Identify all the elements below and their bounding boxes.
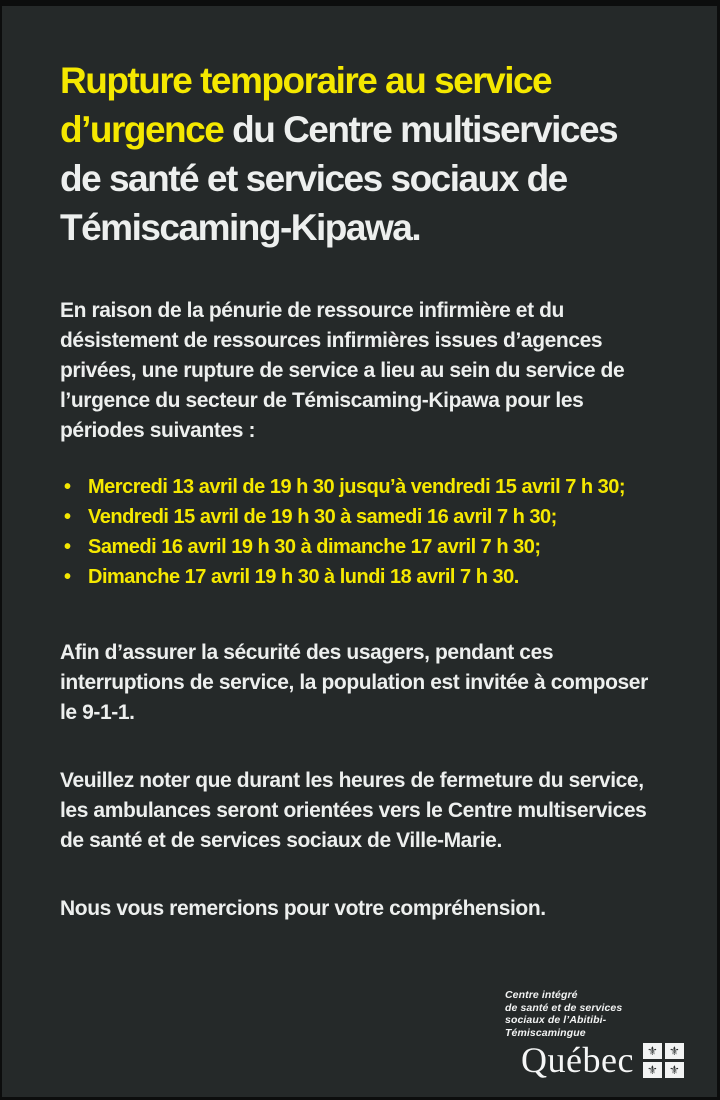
list-item: • Samedi 16 avril 19 h 30 à dimanche 17 avril 7 h 30; [64, 532, 661, 562]
quebec-flag-icon [643, 1043, 684, 1078]
thanks-paragraph: Nous vous remercions pour votre compréhension. [60, 897, 546, 920]
fleur-de-lis-icon: ⚜ [669, 1043, 680, 1058]
security-note-paragraph: Afin d’assurer la sécurité des usagers, pendant ces interruptions de service, la population est invitée à composer le 9-1-1. [60, 641, 648, 724]
org-name-line: Centre intégré [505, 989, 578, 1001]
quebec-wordmark-row [505, 1041, 695, 1079]
poster-content [2, 6, 717, 924]
title-highlight: Rupture temporaire au service d’urgence [60, 60, 552, 150]
intro-paragraph: En raison de la pénurie de ressource infirmière et du désistement de ressources infirmières issues d’agences privées, une rupture de service a lieu au sein du service de l’urgence du secteur de Témiscaming-Kipawa pour les périodes suivantes : [60, 299, 625, 442]
list-item: • Vendredi 15 avril de 19 h 30 à samedi 16 avril 7 h 30; [64, 502, 661, 532]
flag-cell [665, 1043, 684, 1059]
org-name-line: Témiscamingue [505, 1026, 586, 1039]
flag-cell [643, 1043, 662, 1059]
list-item: • Mercredi 13 avril de 19 h 30 jusqu’à vendredi 15 avril 7 h 30; [64, 472, 661, 502]
flag-cell [665, 1062, 684, 1078]
org-name-line: sociaux de l’Abitibi- [505, 1014, 607, 1026]
list-item: • Dimanche 17 avril 19 h 30 à lundi 18 avril 7 h 30. [64, 562, 661, 592]
fleur-de-lis-icon: ⚜ [669, 1062, 680, 1077]
cisss-quebec-logo [505, 989, 695, 1079]
closure-periods-list [60, 472, 661, 592]
org-name-block [505, 989, 695, 1039]
fleur-de-lis-icon: ⚜ [647, 1043, 658, 1058]
title-rest: du Centre multiservices de santé et services sociaux de Témiscaming-Kipawa. [60, 109, 618, 248]
org-name-line: de santé et de services [505, 1001, 623, 1014]
flag-cell [643, 1062, 662, 1078]
quebec-wordmark: Québec [521, 1040, 634, 1080]
page-title [60, 56, 661, 252]
fleur-de-lis-icon: ⚜ [647, 1062, 658, 1077]
ambulance-note-paragraph: Veuillez noter que durant les heures de fermeture du service, les ambulances seront orientées vers le Centre multiservices de santé et de services sociaux de Ville-Marie. [60, 769, 647, 852]
